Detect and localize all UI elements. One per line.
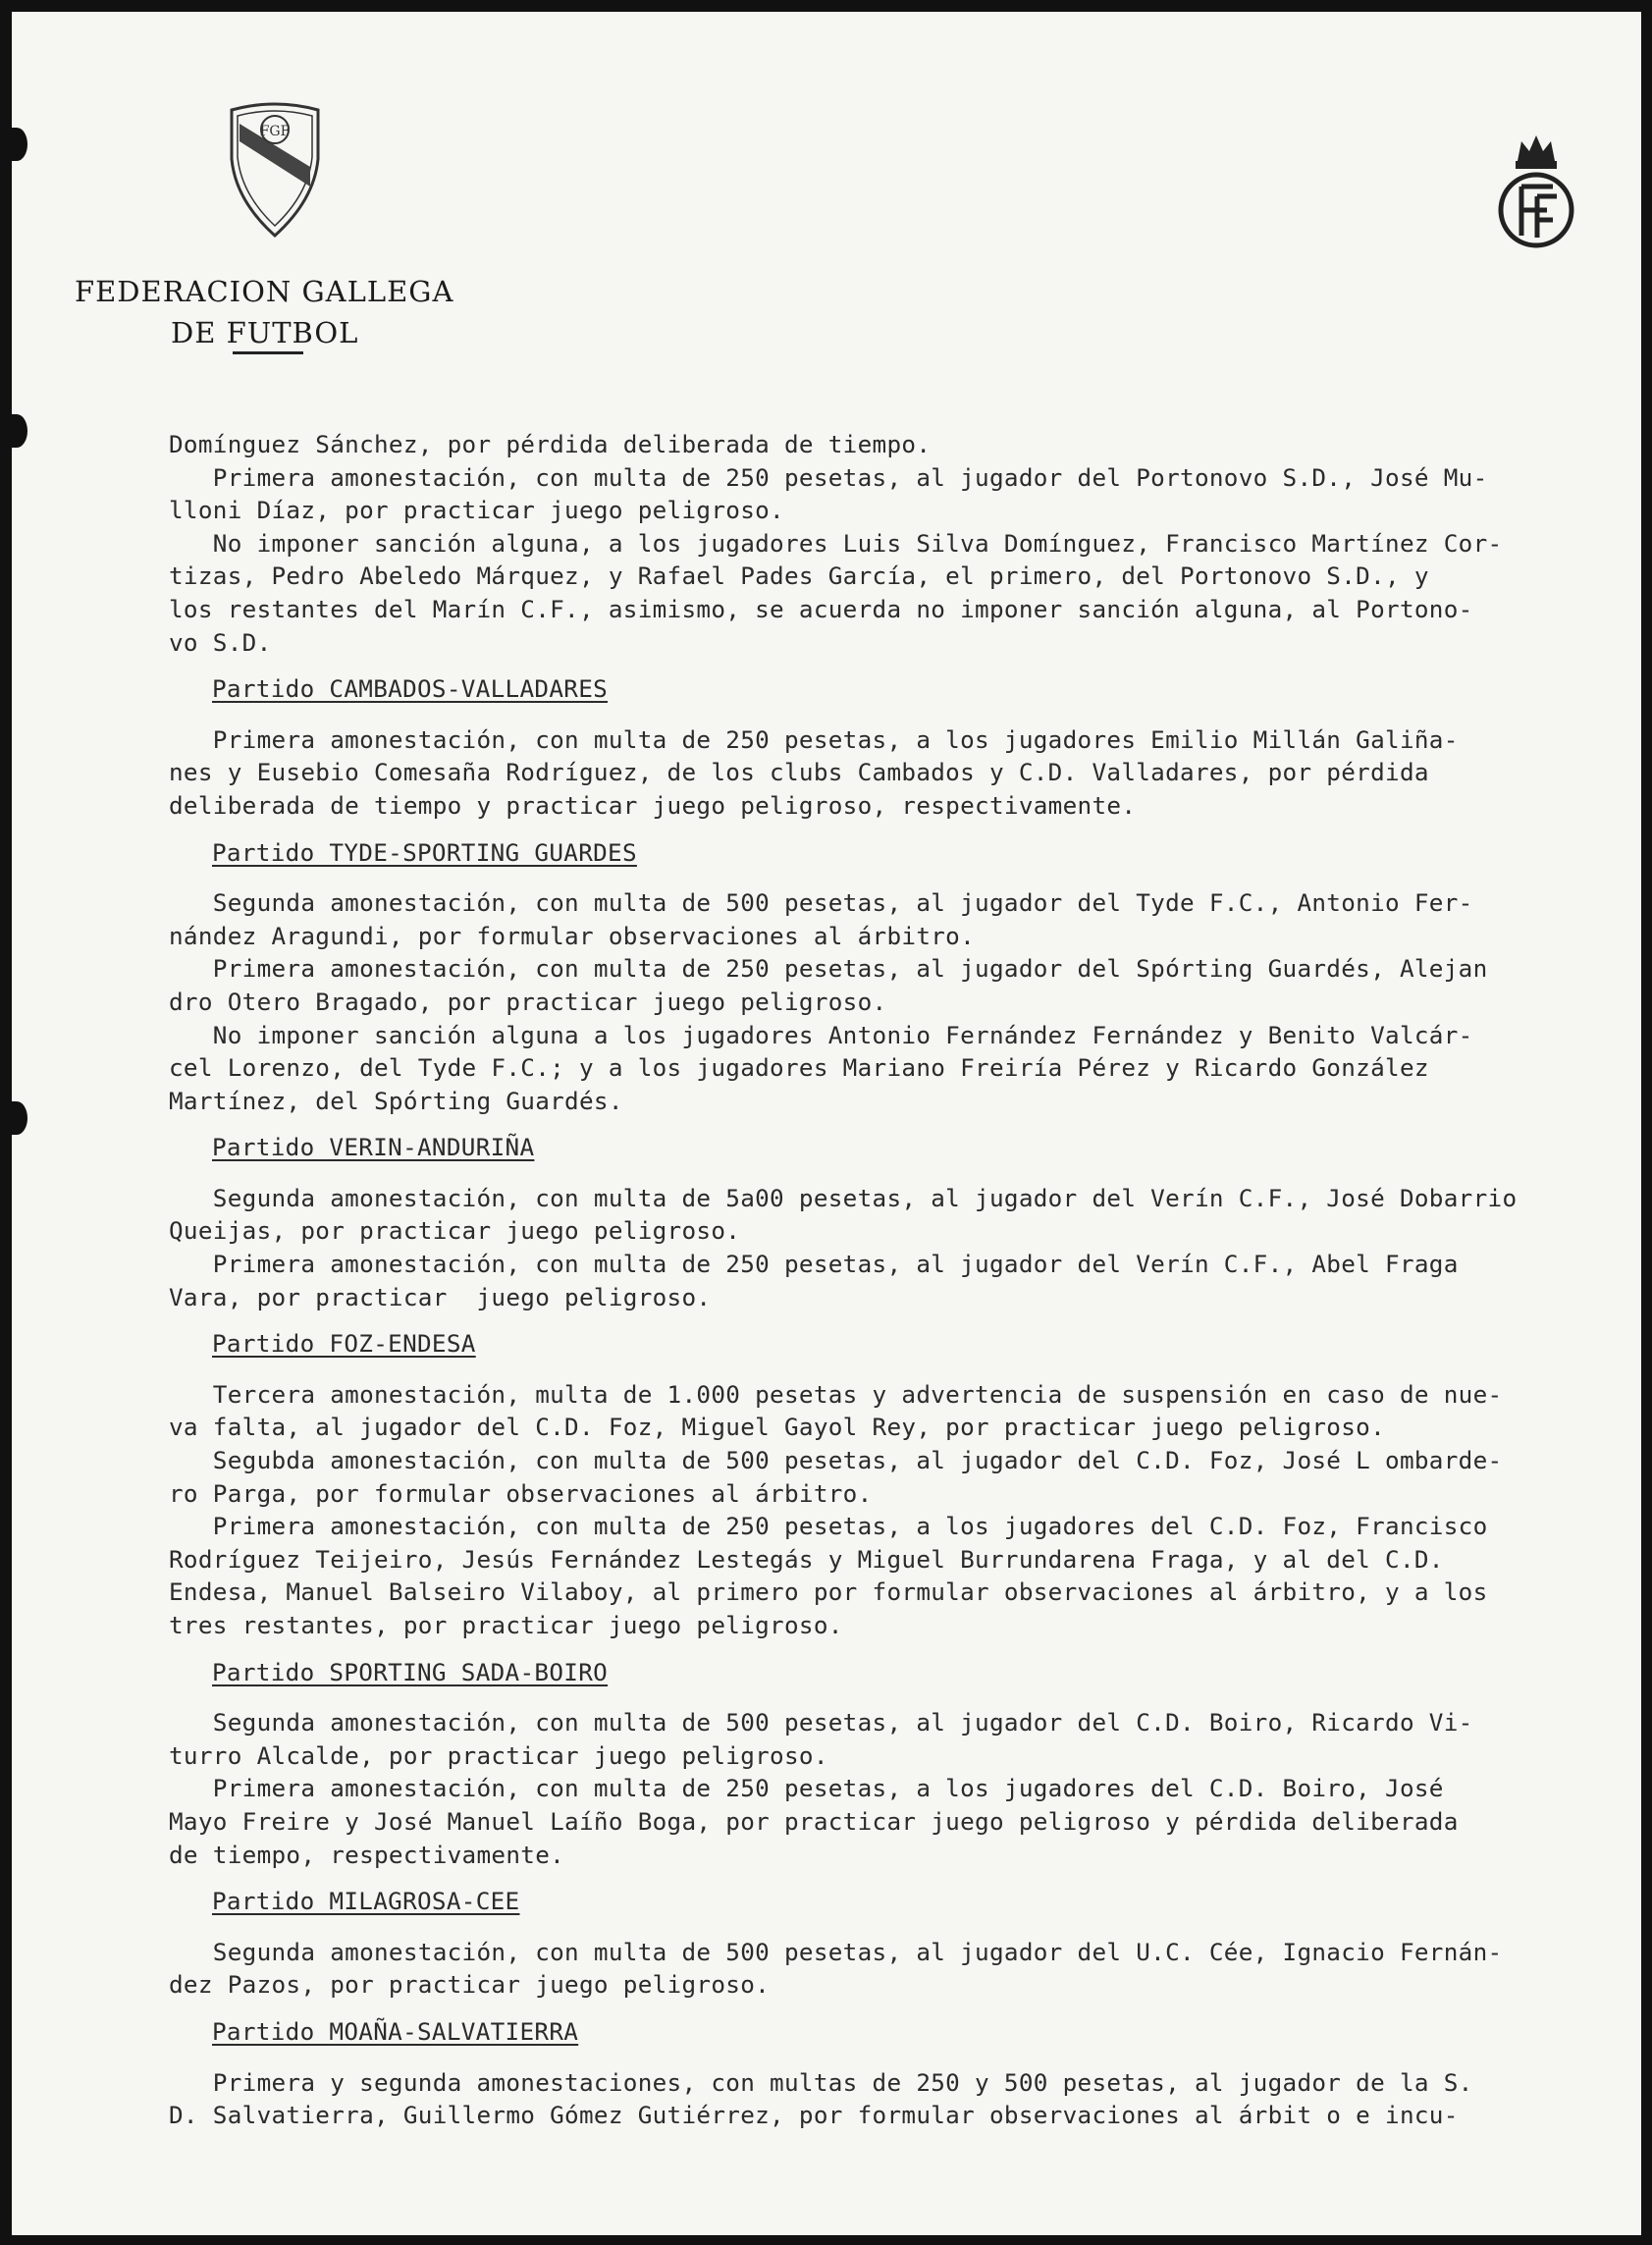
text-line: deliberada de tiempo y practicar juego peligroso, respectivamente. (169, 790, 1137, 820)
section-heading: Partido SPORTING SADA-BOIRO (212, 1657, 609, 1686)
match-section (169, 1131, 1641, 1313)
text-line: Segunda amonestación, con multa de 500 pesetas, al jugador del Tyde F.C., Antonio Fer- (169, 888, 1473, 918)
letterhead-divider (233, 351, 303, 354)
royal-crown-emblem-logo (1492, 128, 1580, 251)
text-line: Queijas, por practicar juego peligroso. (169, 1216, 741, 1246)
text-line: va falta, al jugador del C.D. Foz, Miguel Gayol Rey, por practicar juego peligroso. (169, 1413, 1386, 1442)
svg-text:FGF: FGF (259, 124, 291, 139)
match-section (169, 1885, 1641, 2002)
text-line: cel Lorenzo, del Tyde F.C.; y a los jugadores Mariano Freiría Pérez y Ricardo González (169, 1053, 1429, 1083)
text-line: Primera amonestación, con multa de 250 pesetas, a los jugadores Emilio Millán Galiña- (169, 724, 1459, 754)
match-section (169, 1656, 1641, 1872)
text-line: Vara, por practicar juego peligroso. (169, 1282, 712, 1311)
match-section (169, 2015, 1641, 2132)
federation-name (75, 271, 487, 353)
federation-name-line2: DE FUTBOL (171, 316, 359, 349)
federation-crest-logo (226, 102, 324, 240)
text-line: ro Parga, por formular observaciones al árbitro. (169, 1478, 873, 1508)
text-line: Rodríguez Teijeiro, Jesús Fernández Lestegás y Miguel Burrundarena Fraga, y al del C.D. (169, 1544, 1444, 1574)
section-heading: Partido MOAÑA-SALVATIERRA (212, 2016, 579, 2046)
text-line: tizas, Pedro Abeledo Márquez, y Rafael Pades García, el primero, del Portonovo S.D., y (169, 561, 1429, 591)
text-line: lloni Díaz, por practicar juego peligroso. (169, 496, 784, 525)
punch-hole (12, 414, 27, 448)
text-line: No imponer sanción alguna, a los jugadores Luis Silva Domínguez, Francisco Martínez Cor- (169, 528, 1503, 558)
intro-paragraphs (169, 428, 1641, 659)
text-line: dez Pazos, por practicar juego peligroso. (169, 1970, 771, 2000)
punch-hole (12, 1101, 27, 1135)
text-line: Domínguez Sánchez, por pérdida deliberada de tiempo. (169, 430, 932, 458)
text-line: Segunda amonestación, con multa de 5a00 pesetas, al jugador del Verín C.F., José Dobarrio (169, 1183, 1518, 1212)
text-line: Segunda amonestación, con multa de 500 pesetas, al jugador del U.C. Cée, Ignacio Fernán- (169, 1937, 1503, 1966)
text-line: turro Alcalde, por practicar juego peligroso. (169, 1740, 828, 1770)
text-line: D. Salvatierra, Guillermo Gómez Gutiérrez, por formular observaciones al árbit o e incu- (169, 2101, 1459, 2130)
section-heading: Partido TYDE-SPORTING GUARDES (212, 837, 637, 867)
match-section (169, 836, 1641, 1118)
section-heading: Partido MILAGROSA-CEE (212, 1887, 520, 1916)
text-line: Primera y segunda amonestaciones, con multas de 250 y 500 pesetas, al jugador de la S. (169, 2067, 1473, 2097)
text-line: Primera amonestación, con multa de 250 pesetas, al jugador del Verín C.F., Abel Fraga (169, 1250, 1459, 1279)
text-line: vo S.D. (169, 627, 272, 657)
text-line: nes y Eusebio Comesaña Rodríguez, de los clubs Cambados y C.D. Valladares, por pérdida (169, 758, 1429, 787)
match-sections (169, 672, 1641, 2132)
text-line: de tiempo, respectivamente. (169, 1840, 565, 1869)
section-heading: Partido CAMBADOS-VALLADARES (212, 674, 609, 704)
punch-hole (12, 128, 27, 161)
text-line: Martínez, del Spórting Guardés. (169, 1086, 623, 1115)
text-line: Tercera amonestación, multa de 1.000 pesetas y advertencia de suspensión en caso de nue- (169, 1379, 1503, 1409)
text-line: Primera amonestación, con multa de 250 pesetas, a los jugadores del C.D. Foz, Francisco (169, 1512, 1488, 1541)
section-heading: Partido VERIN-ANDURIÑA (212, 1133, 535, 1162)
text-line: Mayo Freire y José Manuel Laíño Boga, por practicar juego peligroso y pérdida deliberada (169, 1806, 1459, 1836)
federation-name-line1: FEDERACION GALLEGA (75, 275, 454, 308)
text-line: tres restantes, por practicar juego peligroso. (169, 1611, 843, 1639)
text-line: Segunda amonestación, con multa de 500 pesetas, al jugador del C.D. Boiro, Ricardo Vi- (169, 1708, 1473, 1737)
text-line: los restantes del Marín C.F., asimismo, se acuerda no imponer sanción alguna, al Portono- (169, 594, 1473, 623)
text-line: No imponer sanción alguna a los jugadores Antonio Fernández Fernández y Benito Valcár- (169, 1020, 1473, 1049)
text-line: Primera amonestación, con multa de 250 pesetas, al jugador del Portonovo S.D., José Mu- (169, 462, 1488, 492)
text-line: Segubda amonestación, con multa de 500 pesetas, al jugador del C.D. Foz, José L ombarde- (169, 1446, 1503, 1475)
text-line: Endesa, Manuel Balseiro Vilaboy, al primero por formular observaciones al árbitro, y a los (169, 1577, 1488, 1607)
document-body (169, 428, 1641, 2132)
section-heading: Partido FOZ-ENDESA (212, 1329, 476, 1359)
text-line: Primera amonestación, con multa de 250 pesetas, al jugador del Spórting Guardés, Alejan (169, 954, 1488, 984)
text-line: Primera amonestación, con multa de 250 pesetas, a los jugadores del C.D. Boiro, José (169, 1774, 1444, 1803)
text-line: dro Otero Bragado, por practicar juego peligroso. (169, 987, 887, 1016)
document-page (12, 12, 1641, 2235)
match-section (169, 672, 1641, 822)
text-line: nández Aragundi, por formular observaciones al árbitro. (169, 921, 976, 950)
match-section (169, 1327, 1641, 1641)
